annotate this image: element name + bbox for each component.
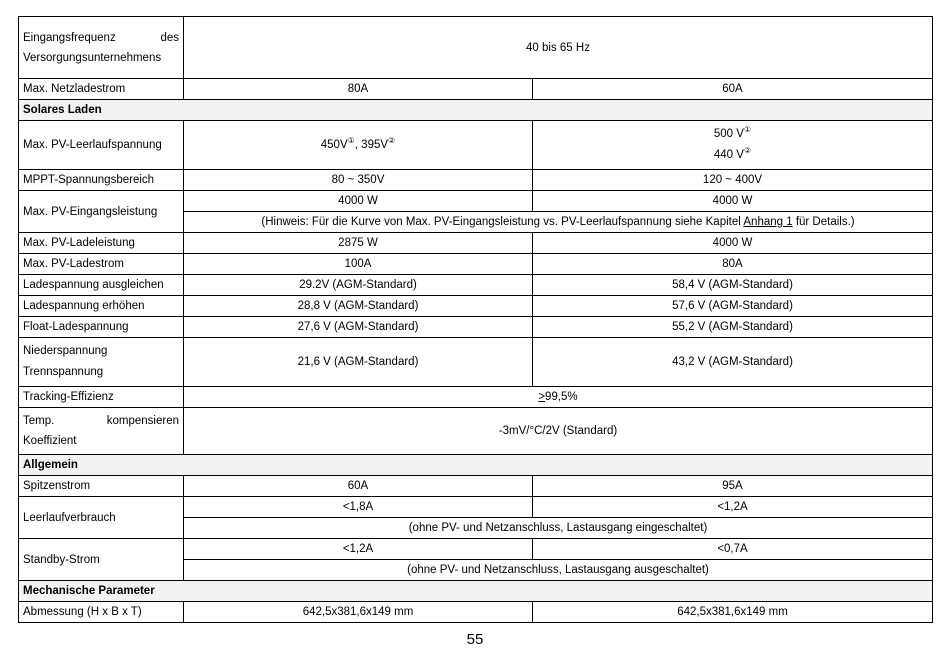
value-col-b: 55,2 V (AGM-Standard): [533, 317, 933, 338]
value-text: , 395V: [354, 139, 389, 151]
appendix-reference: Anhang 1: [743, 216, 793, 228]
row-label: Eingangsfrequenz des Versorgungsunternehmens: [19, 17, 184, 79]
table-row: [19, 338, 933, 387]
label-line: Niederspannung: [23, 345, 108, 357]
table-row: [19, 296, 933, 317]
footnote-marker: ①: [743, 125, 752, 135]
spec-table: [18, 16, 933, 623]
row-label: MPPT-Spannungsbereich: [19, 170, 184, 191]
row-value: [184, 387, 933, 408]
row-label: Float-Ladespannung: [19, 317, 184, 338]
value-col-a: 80A: [184, 79, 533, 100]
table-row: [19, 233, 933, 254]
table-row: [19, 170, 933, 191]
value-col-a: <1,2A: [184, 539, 533, 560]
greater-equal-symbol: >: [538, 391, 546, 403]
value-col-b: 95A: [533, 476, 933, 497]
row-label: Standby-Strom: [19, 539, 184, 581]
table-row: [19, 476, 933, 497]
value-col-a: 80 ~ 350V: [184, 170, 533, 191]
value-col-b: 4000 W: [533, 233, 933, 254]
value-col-a: 2875 W: [184, 233, 533, 254]
value-col-b: 60A: [533, 79, 933, 100]
value-col-a: 4000 W: [184, 191, 533, 212]
table-row: [19, 275, 933, 296]
section-header-row: [19, 581, 933, 602]
value-text: 500 V: [713, 128, 744, 140]
table-row: [19, 408, 933, 455]
section-header-row: [19, 455, 933, 476]
footnote-marker: ②: [388, 136, 396, 146]
value-col-b: <1,2A: [533, 497, 933, 518]
row-label: Max. Netzladestrom: [19, 79, 184, 100]
section-header: Solares Laden: [19, 100, 933, 121]
section-header: Mechanische Parameter: [19, 581, 933, 602]
row-label: Max. PV-Ladeleistung: [19, 233, 184, 254]
value-col-b: 120 ~ 400V: [533, 170, 933, 191]
table-row: [19, 121, 933, 170]
value-text: 450V: [320, 139, 348, 151]
table-row: [19, 602, 933, 623]
table-row: [19, 387, 933, 408]
value-col-a: 21,6 V (AGM-Standard): [184, 338, 533, 387]
table-row: [19, 191, 933, 212]
row-label: Spitzenstrom: [19, 476, 184, 497]
row-label: Tracking-Effizienz: [19, 387, 184, 408]
row-label: [19, 338, 184, 387]
section-header-row: [19, 100, 933, 121]
value-col-a: 100A: [184, 254, 533, 275]
value-col-a: 27,6 V (AGM-Standard): [184, 317, 533, 338]
row-label: Ladespannung erhöhen: [19, 296, 184, 317]
note-cell: (ohne PV- und Netzanschluss, Lastausgang ausgeschaltet): [184, 560, 933, 581]
row-label: Max. PV-Eingangsleistung: [19, 191, 184, 233]
value-col-b: 57,6 V (AGM-Standard): [533, 296, 933, 317]
value-col-b: 4000 W: [533, 191, 933, 212]
footnote-marker: ②: [743, 146, 752, 156]
note-cell: [184, 212, 933, 233]
table-row: [19, 539, 933, 560]
row-label: Max. PV-Ladestrom: [19, 254, 184, 275]
row-value: 40 bis 65 Hz: [184, 17, 933, 79]
row-label: Temp. kompensieren Koeffizient: [19, 408, 184, 455]
value-col-b: 43,2 V (AGM-Standard): [533, 338, 933, 387]
table-row: [19, 317, 933, 338]
table-row: [19, 17, 933, 79]
footnote-marker: ①: [347, 136, 355, 146]
value-col-a: 28,8 V (AGM-Standard): [184, 296, 533, 317]
value-col-b: 80A: [533, 254, 933, 275]
table-row: [19, 79, 933, 100]
value-col-b: [533, 121, 933, 170]
page-number: 55: [466, 631, 484, 648]
row-label: Leerlaufverbrauch: [19, 497, 184, 539]
note-cell: (ohne PV- und Netzanschluss, Lastausgang eingeschaltet): [184, 518, 933, 539]
note-text: (Hinweis: Für die Kurve von Max. PV-Eingangsleistung vs. PV-Leerlaufspannung siehe Kapitel: [261, 216, 744, 228]
value-col-a: <1,8A: [184, 497, 533, 518]
value-text: 440 V: [713, 149, 744, 161]
value-col-b: 642,5x381,6x149 mm: [533, 602, 933, 623]
row-label: Max. PV-Leerlaufspannung: [19, 121, 184, 170]
row-label: Abmessung (H x B x T): [19, 602, 184, 623]
row-value: -3mV/°C/2V (Standard): [184, 408, 933, 455]
table-row: [19, 254, 933, 275]
value-col-a: [184, 121, 533, 170]
value-text: 99,5%: [545, 391, 578, 403]
value-col-a: 60A: [184, 476, 533, 497]
value-col-a: 642,5x381,6x149 mm: [184, 602, 533, 623]
value-col-b: 58,4 V (AGM-Standard): [533, 275, 933, 296]
note-text: für Details.): [792, 216, 855, 228]
label-line: Trennspannung: [23, 366, 104, 378]
value-col-a: 29.2V (AGM-Standard): [184, 275, 533, 296]
row-label: Ladespannung ausgleichen: [19, 275, 184, 296]
section-header: Allgemein: [19, 455, 933, 476]
value-col-b: <0,7A: [533, 539, 933, 560]
table-row: [19, 497, 933, 518]
